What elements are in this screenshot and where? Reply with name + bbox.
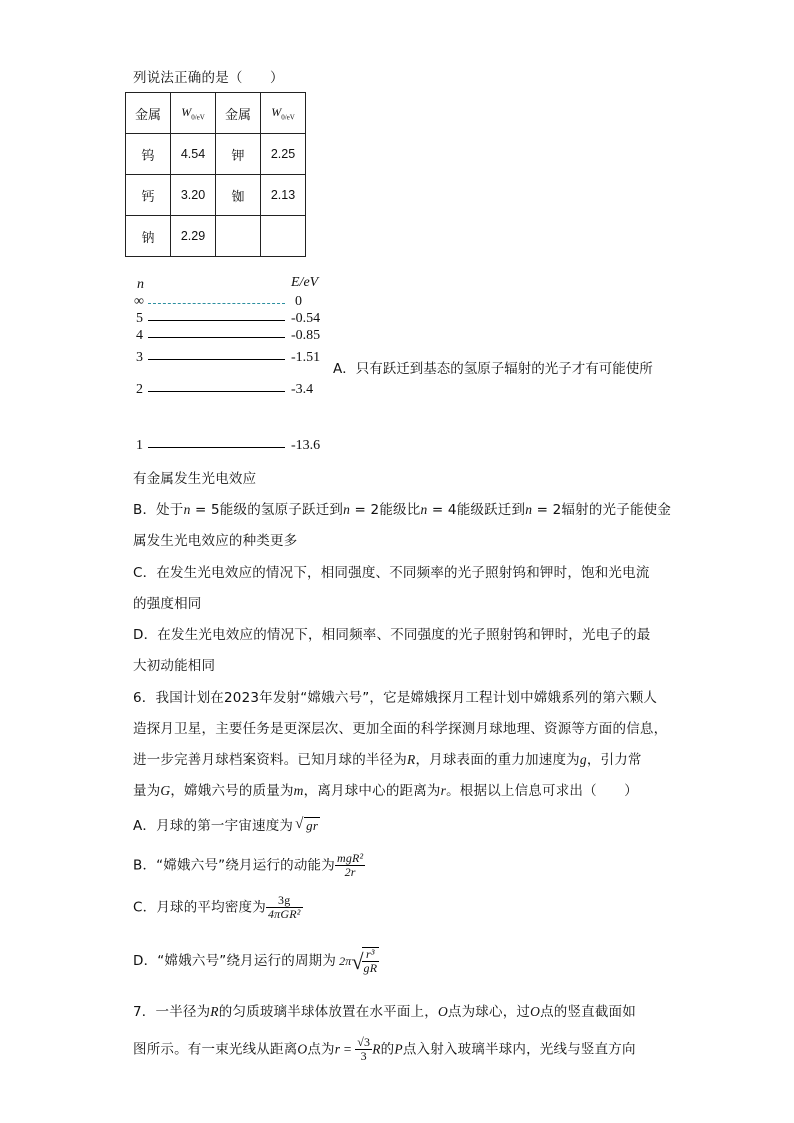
n-axis-label: n	[137, 277, 144, 292]
level-energy-label: -0.54	[291, 311, 321, 326]
work-function-table	[125, 92, 306, 257]
w0-symbol: W	[181, 104, 192, 119]
w0-symbol: W	[271, 104, 282, 119]
level-n-label: 1	[136, 438, 143, 453]
sqrt-expression: √ $\frac{\text{r³}}{gR}$	[351, 947, 378, 975]
table-header-w0	[261, 93, 306, 134]
question-intro: 列说法正确的是（ ）	[133, 70, 284, 86]
table-cell: 2.25	[261, 134, 306, 175]
q5-option-c-line1: C．在发生光电效应的情况下，相同强度、不同频率的光子照射钨和钾时，饱和光电流	[133, 565, 650, 581]
table-cell: 钙	[126, 175, 171, 216]
energy-level-line	[148, 359, 285, 360]
fraction: $\frac{√3}{3}$	[357, 1035, 371, 1063]
level-n-label: 5	[136, 311, 143, 326]
table-cell: 钨	[126, 134, 171, 175]
q6-stem-line3: 进一步完善月球档案资料。已知月球的半径为R，月球表面的重力加速度为g，引力常	[133, 752, 642, 768]
q6-stem-line1: 6．我国计划在2023年发射“嫦娥六号”，它是嫦娥探月工程计划中嫦娥系列的第六颗人	[133, 690, 658, 706]
table-header-metal: 金属	[216, 93, 261, 134]
q6-option-d: D．“嫦娥六号”绕月运行的周期为 2π √ $\frac{\text{r³}}{gR}$	[133, 947, 378, 975]
energy-level-line	[148, 303, 285, 304]
table-header-row	[126, 93, 306, 134]
level-energy-label: -3.4	[291, 382, 314, 397]
q5-option-c-line2: 的强度相同	[133, 596, 202, 612]
q7-stem-line2: 图所示。有一束光线从距离O点为r = $\frac{√3}{3}$ R的P点入射入玻璃半球内，光线与竖直方向	[133, 1035, 636, 1063]
table-cell: 2.13	[261, 175, 306, 216]
table-row	[126, 134, 306, 175]
q5-option-d-line2: 大初动能相同	[133, 658, 216, 674]
level-energy-label: -1.51	[291, 350, 321, 365]
level-n-label: 4	[136, 328, 143, 343]
table-cell	[216, 216, 261, 257]
energy-level-line	[148, 447, 285, 448]
table-row	[126, 216, 306, 257]
table-header-w0	[171, 93, 216, 134]
q5-option-d-line1: D．在发生光电效应的情况下，相同频率、不同强度的光子照射钨和钾时，光电子的最	[133, 627, 651, 643]
q7-stem-line1: 7．一半径为R的匀质玻璃半球体放置在水平面上，O点为球心，过O点的竖直截面如	[133, 1004, 636, 1020]
level-energy-label: -13.6	[291, 438, 321, 453]
table-cell: 钠	[126, 216, 171, 257]
table-cell: 2.29	[171, 216, 216, 257]
level-n-label: 2	[136, 382, 143, 397]
q6-option-b: B．“嫦娥六号”绕月运行的动能为 $\frac{\text{mgR²}}{2r}$	[133, 851, 364, 879]
table-cell: 3.20	[171, 175, 216, 216]
level-n-label: 3	[136, 350, 143, 365]
level-energy-label: -0.85	[291, 328, 321, 343]
q5-option-a-line2: 有金属发生光电效应	[133, 471, 257, 487]
sqrt-expression: √ gr	[295, 816, 319, 833]
fraction: $\frac{3g}{\text{4πGR²}}$	[267, 893, 301, 921]
q6-stem-line4: 量为G，嫦娥六号的质量为m，离月球中心的距离为r。根据以上信息可求出（ ）	[133, 783, 638, 799]
q6-option-a: A．月球的第一宇宙速度为 √ gr	[133, 816, 319, 834]
table-cell	[261, 216, 306, 257]
level-n-label: ∞	[134, 294, 144, 309]
table-cell: 铷	[216, 175, 261, 216]
energy-level-line	[148, 320, 285, 321]
table-header-metal: 金属	[126, 93, 171, 134]
q6-option-c: C．月球的平均密度为 $\frac{3g}{\text{4πGR²}}$	[133, 893, 301, 921]
w0-subscript: 0/eV	[281, 113, 295, 122]
q5-option-b-line1: B．处于n = 5能级的氢原子跃迁到n = 2能级比n = 4能级跃迁到n = 2辐射的光子能使金	[133, 502, 672, 518]
table-cell: 钾	[216, 134, 261, 175]
fraction: $\frac{\text{mgR²}}{2r}$	[336, 851, 364, 879]
table-cell: 4.54	[171, 134, 216, 175]
energy-axis-label: E/eV	[291, 275, 319, 290]
level-energy-label: 0	[295, 294, 302, 309]
q5-option-b-line2: 属发生光电效应的种类更多	[133, 533, 298, 549]
energy-level-line	[148, 337, 285, 338]
w0-subscript: 0/eV	[191, 113, 205, 122]
q5-option-a-line1: A．只有跃迁到基态的氢原子辐射的光子才有可能使所	[333, 361, 653, 377]
energy-level-line	[148, 391, 285, 392]
q6-stem-line2: 造探月卫星，主要任务是更深层次、更加全面的科学探测月球地理、资源等方面的信息，	[133, 721, 668, 737]
table-row	[126, 175, 306, 216]
